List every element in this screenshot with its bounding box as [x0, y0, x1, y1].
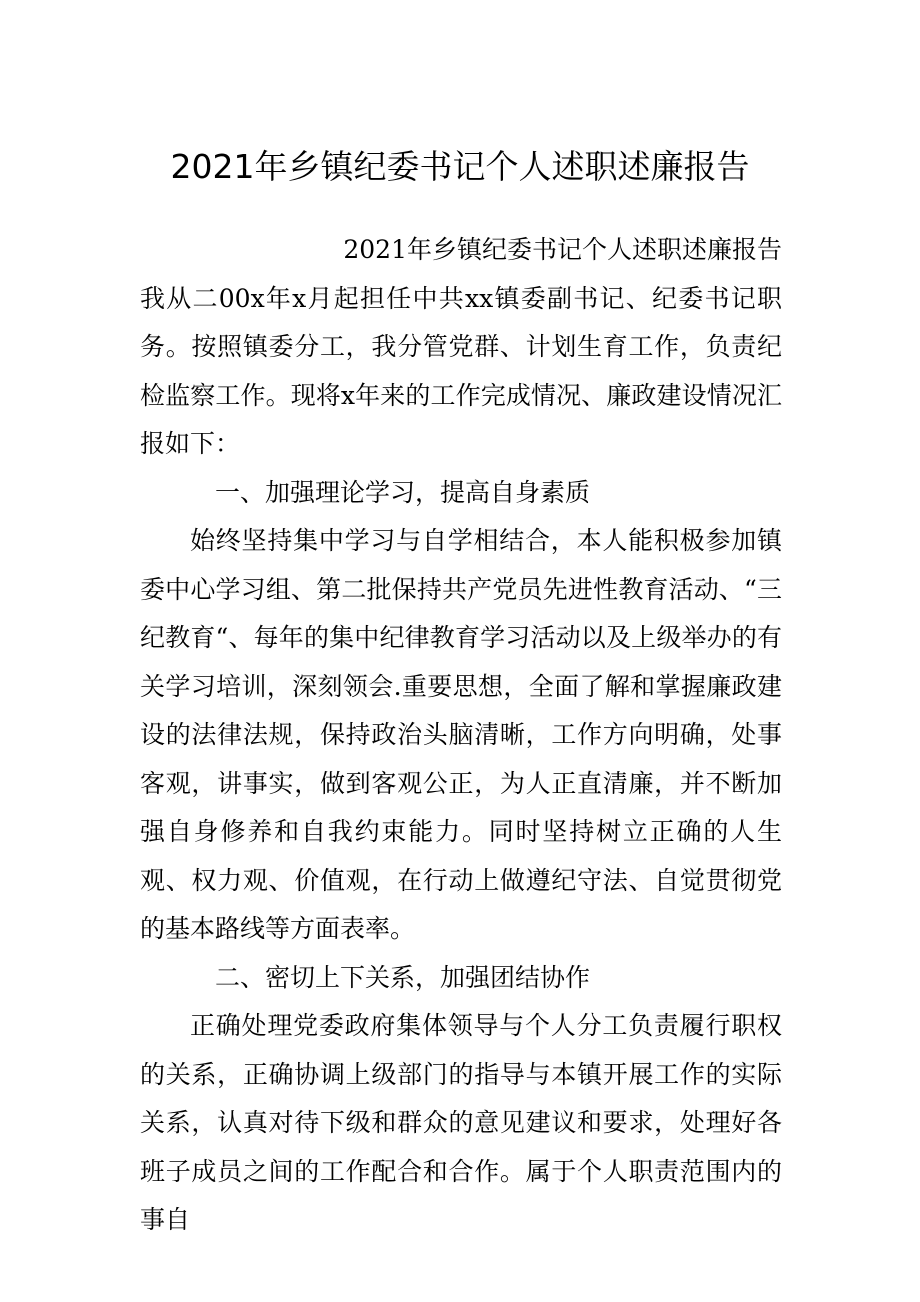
paragraph-section-1: 始终坚持集中学习与自学相结合，本人能积极参加镇委中心学习组、第二批保持共产党员先进性教育活动、“三纪教育“、每年的集中纪律教育学习活动以及上级举办的有关学习培训，深刻领会.重要思想，全面了解和掌握廉政建设的法律法规，保持政治头脑清晰，工作方向明确，处事客观，讲事实，做到客观公正，为人正直清廉，并不断加强自身修养和自我约束能力。同时坚持树立正确的人生观、权力观、价值观，在行动上做遵纪守法、自觉贯彻党的基本路线等方面表率。: [140, 526, 782, 943]
section-heading-1: 一、加强理论学习，提高自身素质: [215, 477, 591, 507]
paragraph-section-2: 正确处理党委政府集体领导与个人分工负责履行职权的关系，正确协调上级部门的指导与本镇开展工作的实际关系，认真对待下级和群众的意见建议和要求，处理好各班子成员之间的工作配合和合作。属于个人职责范围内的事自: [140, 1011, 782, 1234]
document-subtitle: 2021年乡镇纪委书记个人述职述廉报告: [343, 235, 782, 264]
document-title: 2021年乡镇纪委书记个人述职述廉报告: [170, 147, 750, 186]
document-body: [140, 226, 782, 1245]
section-heading-2: 二、密切上下关系，加强团结协作: [215, 962, 591, 992]
paragraph-intro: 我从二00x年x月起担任中共xx镇委副书记、纪委书记职务。按照镇委分工，我分管党群、计划生育工作，负责纪检监察工作。现将x年来的工作完成情况、廉政建设情况汇报如下：: [140, 283, 782, 458]
